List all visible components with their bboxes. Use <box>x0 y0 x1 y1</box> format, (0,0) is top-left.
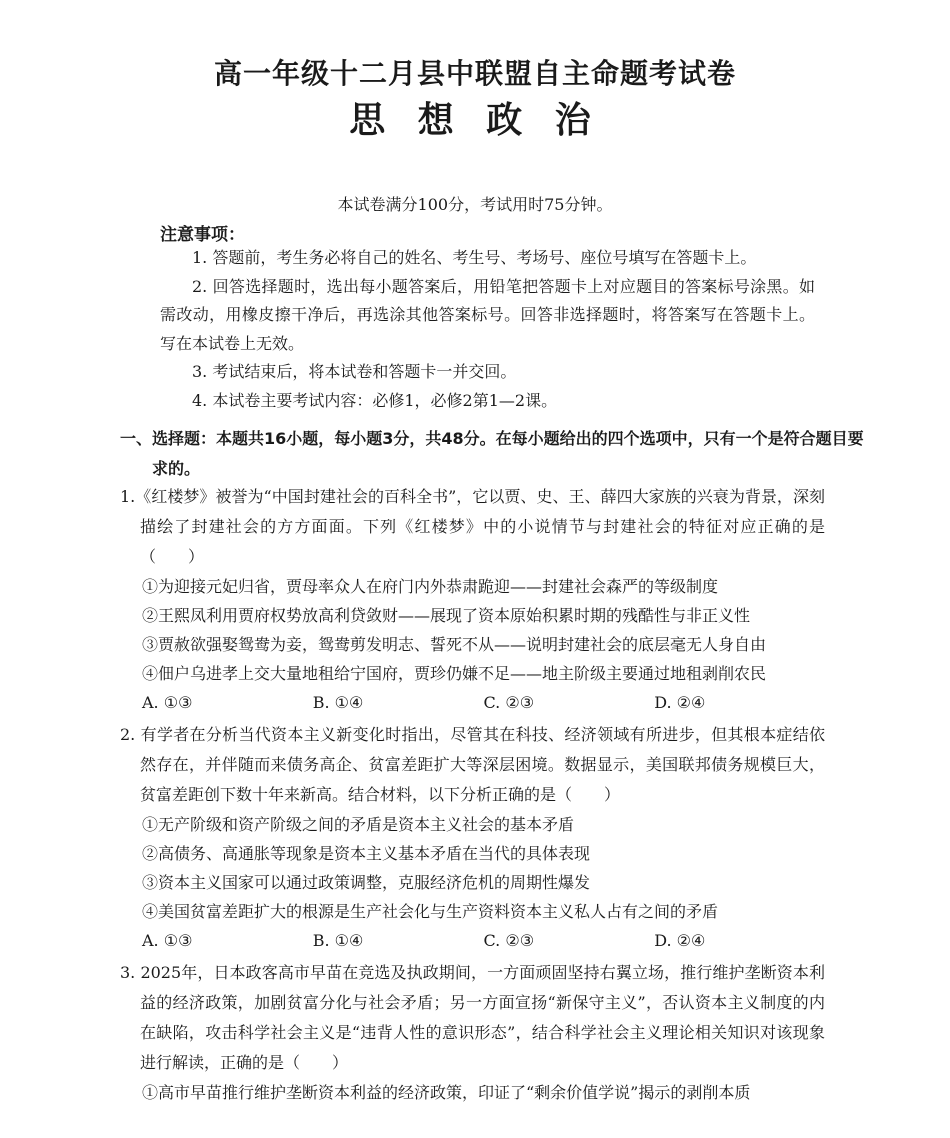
notice-item: 3. 考试结束后，将本试卷和答题卡一并交回。 <box>192 362 517 381</box>
notice-item: 1. 答题前，考生务必将自己的姓名、考生号、考场号、座位号填写在答题卡上。 <box>192 248 757 267</box>
question-3 <box>120 958 825 1107</box>
answer-options <box>120 688 825 718</box>
section-heading: 一、选择题：本题共16小题，每小题3分，共48分。在每小题给出的四个选项中，只有一个是符合题目要求的。 <box>120 429 864 478</box>
notice-heading: 注意事项： <box>160 225 245 245</box>
question-stem: 1.《红楼梦》被誉为“中国封建社会的百科全书”，它以贾、史、王、薛四大家族的兴衰为背景，深刻描绘了封建社会的方方面面。下列《红楼梦》中的小说情节与封建社会的特征对应正确的是（ ） <box>120 487 825 566</box>
question-1 <box>120 482 825 718</box>
option-d: D. ②④ <box>654 693 706 712</box>
notice-item: 2. 回答选择题时，选出每小题答案后，用铅笔把答题卡上对应题目的答案标号涂黑。如需改动，用橡皮擦干净后，再选涂其他答案标号。回答非选择题时，将答案写在答题卡上。写在本试卷上无效。 <box>160 276 815 353</box>
statement: ③贾赦欲强娶鸳鸯为妾，鸳鸯剪发明志、誓死不从——说明封建社会的底层毫无人身自由 <box>142 635 767 654</box>
notice-item: 4. 本试卷主要考试内容：必修1，必修2第1—2课。 <box>192 390 558 410</box>
option-d: D. ②④ <box>654 931 706 950</box>
option-b: B. ①④ <box>312 693 364 712</box>
exam-title: 高一年级十二月县中联盟自主命题考试卷 <box>213 57 736 90</box>
exam-info: 本试卷满分100分，考试用时75分钟。 <box>337 195 613 214</box>
answer-options <box>120 926 825 956</box>
question-2 <box>120 720 825 956</box>
statement: ①为迎接元妃归省，贾母率众人在府门内外恭肃跪迎——封建社会森严的等级制度 <box>142 577 719 596</box>
notice-list <box>160 244 815 415</box>
option-c: C. ②③ <box>483 693 535 712</box>
statement: ③资本主义国家可以通过政策调整，克服经济危机的周期性爆发 <box>142 873 591 892</box>
option-b: B. ①④ <box>312 931 364 950</box>
question-list <box>120 482 825 1109</box>
statement: ④佃户乌进孝上交大量地租给宁国府，贾珍仍嫌不足——地主阶级主要通过地租剥削农民 <box>142 664 767 683</box>
option-a: A. ①③ <box>142 693 193 712</box>
statement: ②高债务、高通胀等现象是资本主义基本矛盾在当代的具体表现 <box>142 844 591 863</box>
option-a: A. ①③ <box>142 931 193 950</box>
statement: ①无产阶级和资产阶级之间的矛盾是资本主义社会的基本矛盾 <box>142 815 575 834</box>
option-c: C. ②③ <box>483 931 535 950</box>
subject-title: 思 想 政 治 <box>349 100 601 141</box>
statement: ②王熙凤利用贾府权势放高利贷敛财——展现了资本原始积累时期的残酷性与非正义性 <box>142 606 751 625</box>
statement: ④美国贫富差距扩大的根源是生产社会化与生产资料资本主义私人占有之间的矛盾 <box>142 902 719 921</box>
question-stem: 3. 2025年，日本政客高市早苗在竞选及执政期间，一方面顽固坚持右翼立场，推行维护垄断资本利益的经济政策，加剧贫富分化与社会矛盾；另一方面宣扬“新保守主义”，否认资本主义制度的内在缺陷，攻击科学社会主义是“违背人性的意识形态”，结合科学社会主义理论相关知识对该现象进行解读，正确的是（ ） <box>120 963 825 1072</box>
statement: ①高市早苗推行维护垄断资本利益的经济政策，印证了“剩余价值学说”揭示的剥削本质 <box>142 1083 751 1102</box>
question-stem: 2. 有学者在分析当代资本主义新变化时指出，尽管其在科技、经济领域有所进步，但其根本症结依然存在，并伴随而来债务高企、贫富差距扩大等深层困境。数据显示，美国联邦债务规模巨大，贫富差距创下数十年来新高。结合材料，以下分析正确的是（ ） <box>120 725 825 804</box>
